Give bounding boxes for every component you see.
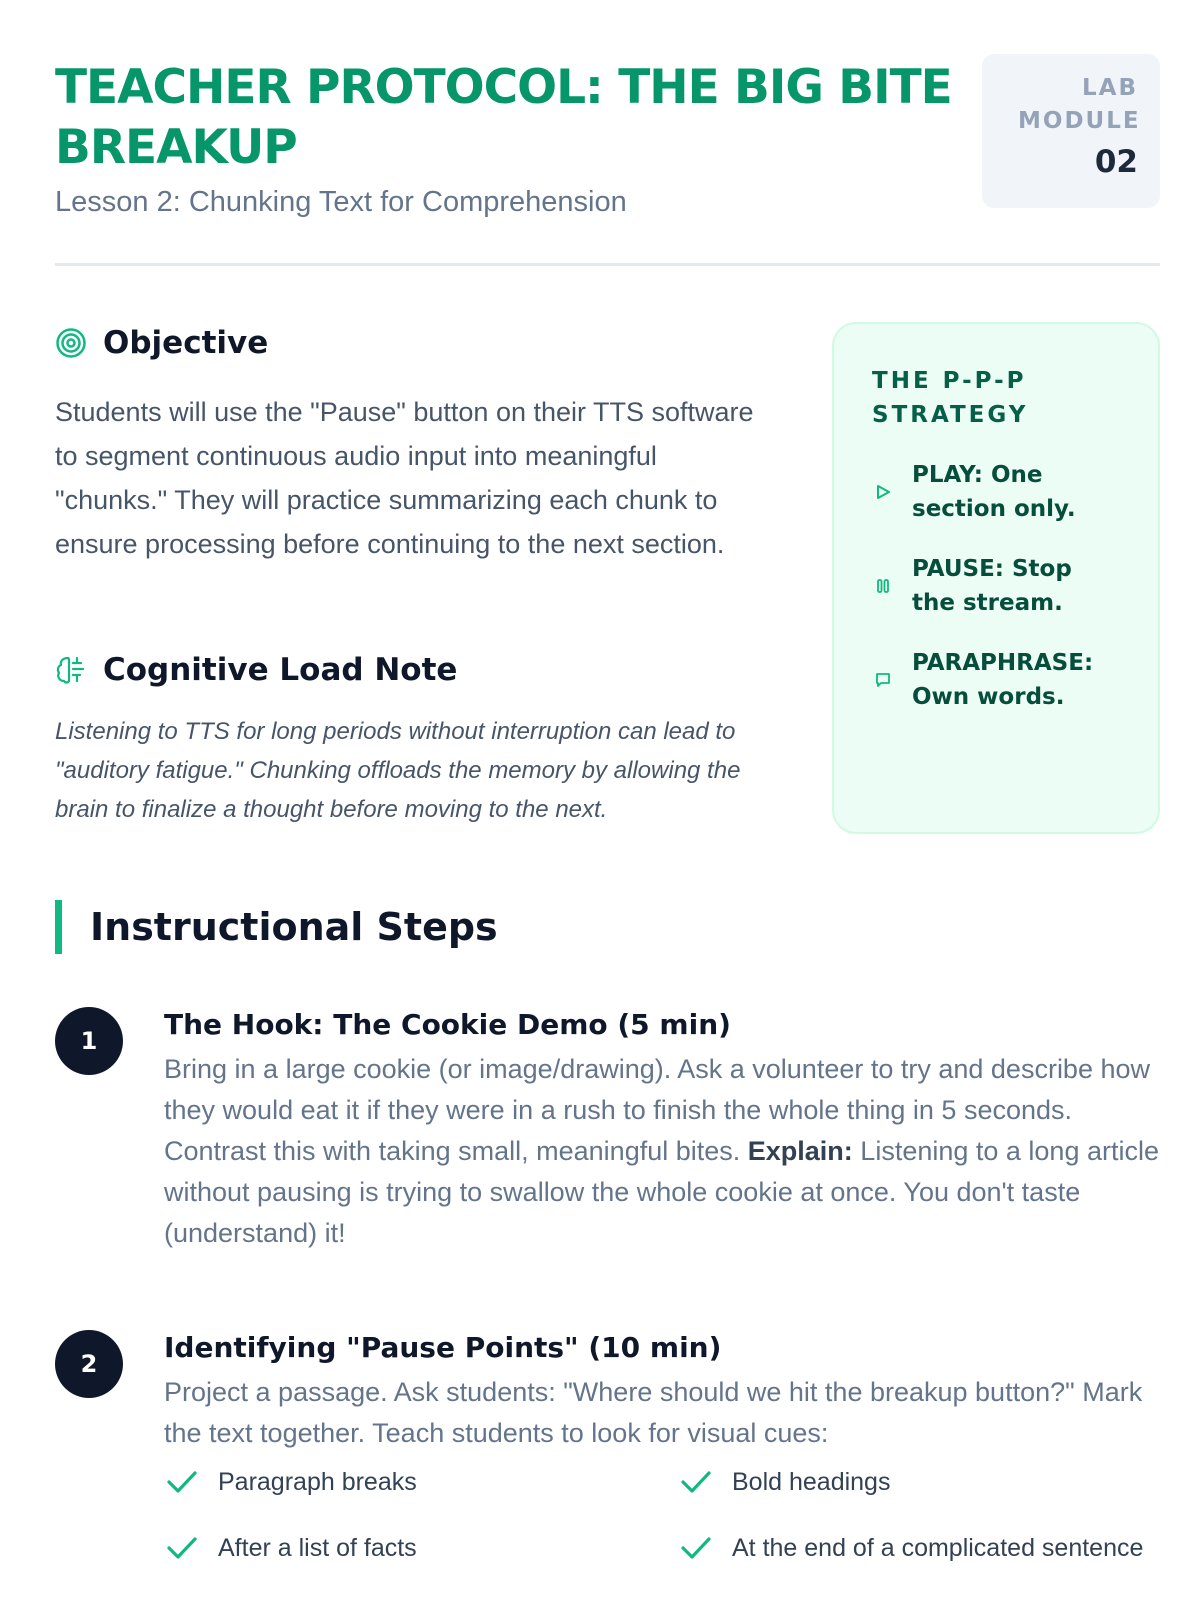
ppp-strategy-card: [832, 322, 1160, 834]
strategy-title: THE P-P-P STRATEGY: [872, 368, 1029, 428]
page-title: TEACHER PROTOCOL: THE BIG BITE BREAKUP: [55, 60, 952, 175]
lab-module-badge: [982, 54, 1160, 208]
check-icon: [164, 1530, 200, 1566]
check-icon: [678, 1464, 714, 1500]
cue-label: After a list of facts: [218, 1533, 417, 1562]
page-header: [55, 58, 1160, 219]
message-icon: [872, 669, 894, 691]
step-1: [55, 1007, 1160, 1254]
objective-text: Students will use the "Pause" button on their TTS software to segment continuous audio input into meaningful "chunks." They will practice summarizing each chunk to ensure processing before continuing to the next section.: [55, 397, 754, 559]
visual-cues-list: [164, 1464, 1160, 1566]
cognitive-heading-row: [55, 652, 457, 688]
header-divider: [55, 263, 1160, 266]
strategy-item-label: PLAY: One section only.: [912, 462, 1076, 522]
strategy-item-label: PAUSE: Stop the stream.: [912, 556, 1072, 616]
strategy-item-pause: [872, 552, 1120, 620]
cue-item: [678, 1530, 1158, 1566]
cognitive-heading: Cognitive Load Note: [103, 652, 458, 688]
step-text-part: Listening to a long article without pausing is trying to swallow the whole cookie at once. You don't taste (understand) it!: [164, 1136, 1159, 1248]
lab-module-number: 02: [1094, 144, 1138, 180]
instructional-steps-heading-row: [55, 900, 498, 954]
pause-icon: [872, 575, 894, 597]
play-icon: [872, 481, 894, 503]
strategy-item-paraphrase: [872, 646, 1120, 714]
lab-module-label: LAB MODULE: [1018, 75, 1141, 134]
objective-heading: Objective: [103, 325, 269, 361]
step-description: Project a passage. Ask students: "Where should we hit the breakup button?" Mark the text together. Teach students to look for visual cues:: [164, 1377, 1143, 1448]
cue-label: Paragraph breaks: [218, 1467, 417, 1496]
strategy-item-play: [872, 458, 1120, 526]
target-icon: [55, 327, 87, 359]
instructional-steps-heading: Instructional Steps: [90, 905, 498, 949]
page-subtitle: Lesson 2: Chunking Text for Comprehension: [55, 186, 627, 218]
cue-item: [678, 1464, 1158, 1500]
step-text-part: Bring in a large cookie (or image/drawing). Ask a volunteer to try and describe how they would eat it if they were in a rush to finish the whole thing in 5 seconds. Contrast this with taking small, meaningful bites.: [164, 1054, 1151, 1166]
cue-label: Bold headings: [732, 1467, 891, 1496]
step-2: [55, 1330, 1160, 1566]
check-icon: [164, 1464, 200, 1500]
step-number-badge: 1: [55, 1007, 123, 1075]
step-title: The Hook: The Cookie Demo (5 min): [164, 1008, 731, 1041]
check-icon: [678, 1530, 714, 1566]
cognitive-note-text: Listening to TTS for long periods without interruption can lead to "auditory fatigue." Chunking offloads the memory by allowing the brain to finalize a thought before moving to the next.: [55, 718, 741, 823]
step-description: [164, 1049, 1160, 1254]
step-title: Identifying "Pause Points" (10 min): [164, 1331, 722, 1364]
objective-heading-row: [55, 325, 268, 361]
step-number-badge: 2: [55, 1330, 123, 1398]
brain-icon: [55, 654, 87, 686]
cue-label: At the end of a complicated sentence: [732, 1533, 1144, 1562]
cue-item: [164, 1530, 678, 1566]
cue-item: [164, 1464, 678, 1500]
strategy-item-label: PARAPHRASE: Own words.: [912, 650, 1094, 710]
step-text-bold: Explain:: [747, 1136, 853, 1166]
